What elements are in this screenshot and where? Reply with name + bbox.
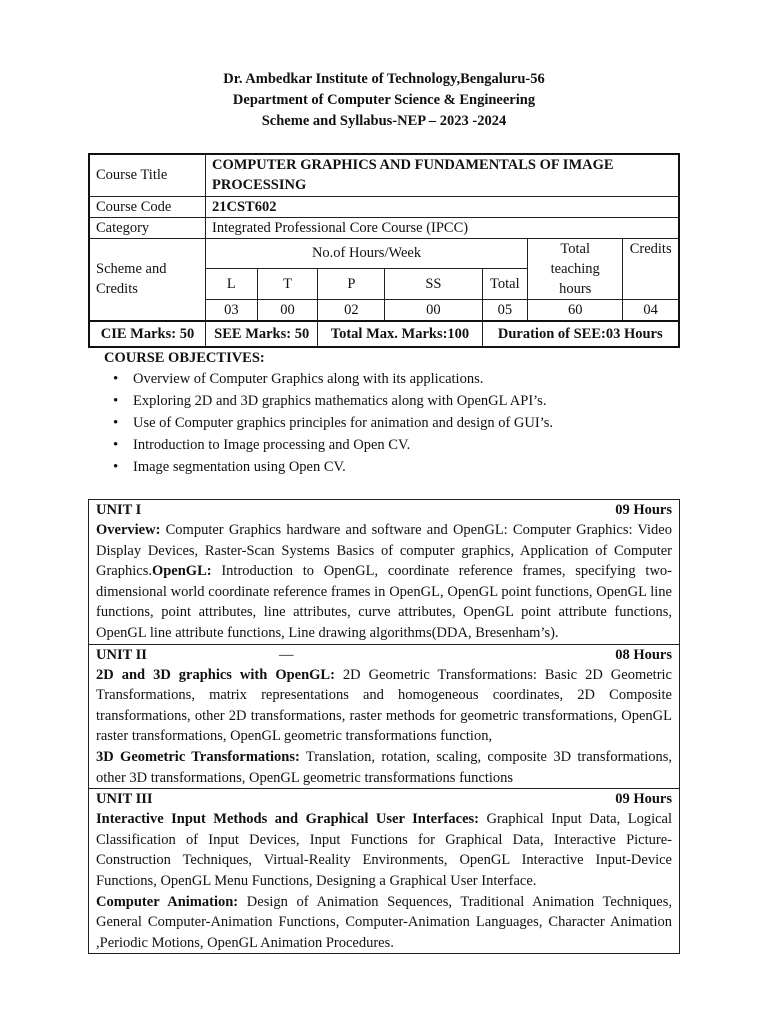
unit-content bbox=[96, 520, 672, 644]
unit-content bbox=[96, 747, 672, 788]
total-max-marks: Total Max. Marks:100 bbox=[318, 321, 482, 347]
credits-header: Credits bbox=[623, 238, 679, 299]
scheme-label: Scheme and Credits bbox=[89, 238, 205, 321]
course-code-label: Course Code bbox=[89, 196, 205, 217]
topic-text: Graphical Input Data, Logical Classification of Input Devices, Input Functions for Graphical Data, Interactive Picture-Construction Techniques, Virtual-Reality Environments, OpenGL Interactive Input-Device Functions, OpenGL Menu Functions, Designing a Graphical User Interface. bbox=[96, 811, 672, 889]
credits-value: 04 bbox=[623, 299, 679, 321]
units-table bbox=[88, 499, 680, 954]
course-title-value: COMPUTER GRAPHICS AND FUNDAMENTALS OF IMAGE PROCESSING bbox=[205, 154, 679, 196]
course-code-value: 21CST602 bbox=[205, 196, 679, 217]
t-header: T bbox=[257, 269, 318, 300]
ss-value: 00 bbox=[385, 299, 482, 321]
unit-hours: 09 Hours bbox=[615, 791, 672, 808]
l-header: L bbox=[205, 269, 257, 300]
see-marks: SEE Marks: 50 bbox=[205, 321, 317, 347]
topic-text: Introduction to OpenGL, coordinate reference frames, specifying two-dimensional world coordinate reference frames in OpenGL, OpenGL point functions, OpenGL line functions, point attributes, line attributes, curve attributes, OpenGL point attribute functions, OpenGL line attribute functions, Line drawing algorithms(DDA, Bresenham’s). bbox=[96, 563, 672, 641]
total-header: Total bbox=[482, 269, 528, 300]
list-item: • Use of Computer graphics principles for animation and design of GUI’s. bbox=[133, 412, 684, 434]
list-item: • Exploring 2D and 3D graphics mathematics along with OpenGL API’s. bbox=[133, 390, 684, 412]
unit-1 bbox=[89, 500, 679, 644]
unit-header bbox=[96, 500, 672, 520]
topic-text: 2D Geometric Transformations: Basic 2D Geometric Transformations, matrix representations and homogeneous coordinates, 2D Composite transformations, other 2D transformations, raster methods for geometric transformations, OpenGL raster transformations, OpenGL geometric transformations function, bbox=[96, 666, 672, 745]
course-info-table bbox=[88, 153, 680, 348]
course-title-label: Course Title bbox=[89, 154, 205, 196]
topic-text: Computer Graphics hardware and software and OpenGL: Computer Graphics: Video Display Devices, Raster-Scan Systems Basics of computer graphics, Application of Computer Graphics. bbox=[96, 522, 672, 580]
topic-heading: 2D and 3D graphics with OpenGL: bbox=[96, 666, 335, 683]
ss-header: SS bbox=[385, 269, 482, 300]
unit-name: UNIT III bbox=[96, 791, 153, 808]
unit-content bbox=[96, 665, 672, 747]
l-value: 03 bbox=[205, 299, 257, 321]
topic-heading: OpenGL: bbox=[151, 563, 212, 580]
topic-heading: Overview: bbox=[96, 522, 161, 538]
unit-content bbox=[96, 892, 672, 954]
p-value: 02 bbox=[318, 299, 385, 321]
unit-2 bbox=[89, 644, 679, 789]
topic-text: Design of Animation Sequences, Traditional Animation Techniques, General Computer-Animation Functions, Computer-Animation Languages, Character Animation ,Periodic Motions, OpenGL Animation Procedures. bbox=[96, 893, 672, 951]
list-item: • Image segmentation using Open CV. bbox=[133, 456, 684, 478]
dash-mark: — bbox=[279, 646, 294, 663]
topic-heading: 3D Geometric Transformations: bbox=[96, 748, 300, 765]
unit-header bbox=[96, 645, 672, 665]
unit-hours: 08 Hours bbox=[615, 646, 672, 663]
objectives-list bbox=[104, 368, 684, 478]
teaching-hours-value: 60 bbox=[528, 299, 623, 321]
list-item: • Overview of Computer Graphics along with its applications. bbox=[133, 368, 684, 390]
objectives-title: COURSE OBJECTIVES: bbox=[104, 350, 265, 366]
list-item: • Introduction to Image processing and Open CV. bbox=[133, 434, 684, 456]
category-value: Integrated Professional Core Course (IPCC) bbox=[205, 217, 679, 238]
unit-3 bbox=[89, 788, 679, 953]
topic-heading: Interactive Input Methods and Graphical User Interfaces: bbox=[96, 811, 479, 828]
total-teaching-header: Total teaching hours bbox=[528, 238, 623, 299]
unit-name: UNIT II bbox=[96, 646, 147, 663]
unit-content bbox=[96, 809, 672, 891]
p-header: P bbox=[318, 269, 385, 300]
t-value: 00 bbox=[257, 299, 318, 321]
total-value: 05 bbox=[482, 299, 528, 321]
hours-week-header: No.of Hours/Week bbox=[205, 238, 527, 269]
unit-hours: 09 Hours bbox=[615, 502, 672, 518]
unit-name: UNIT I bbox=[96, 502, 142, 518]
department-name: Department of Computer Science & Engineering bbox=[232, 92, 536, 108]
unit-header bbox=[96, 789, 672, 809]
institute-name: Dr. Ambedkar Institute of Technology,Bengaluru-56 bbox=[223, 71, 545, 87]
scheme-title: Scheme and Syllabus-NEP – 2023 -2024 bbox=[261, 113, 507, 129]
topic-text: Translation, rotation, scaling, composite 3D transformations, other 3D transformations, OpenGL geometric transformations functions bbox=[96, 748, 672, 786]
category-label: Category bbox=[89, 217, 205, 238]
document-header bbox=[0, 69, 768, 132]
course-objectives bbox=[104, 348, 684, 478]
duration-of-see: Duration of SEE:03 Hours bbox=[482, 321, 679, 347]
cie-marks: CIE Marks: 50 bbox=[89, 321, 205, 347]
topic-heading: Computer Animation: bbox=[96, 893, 239, 910]
